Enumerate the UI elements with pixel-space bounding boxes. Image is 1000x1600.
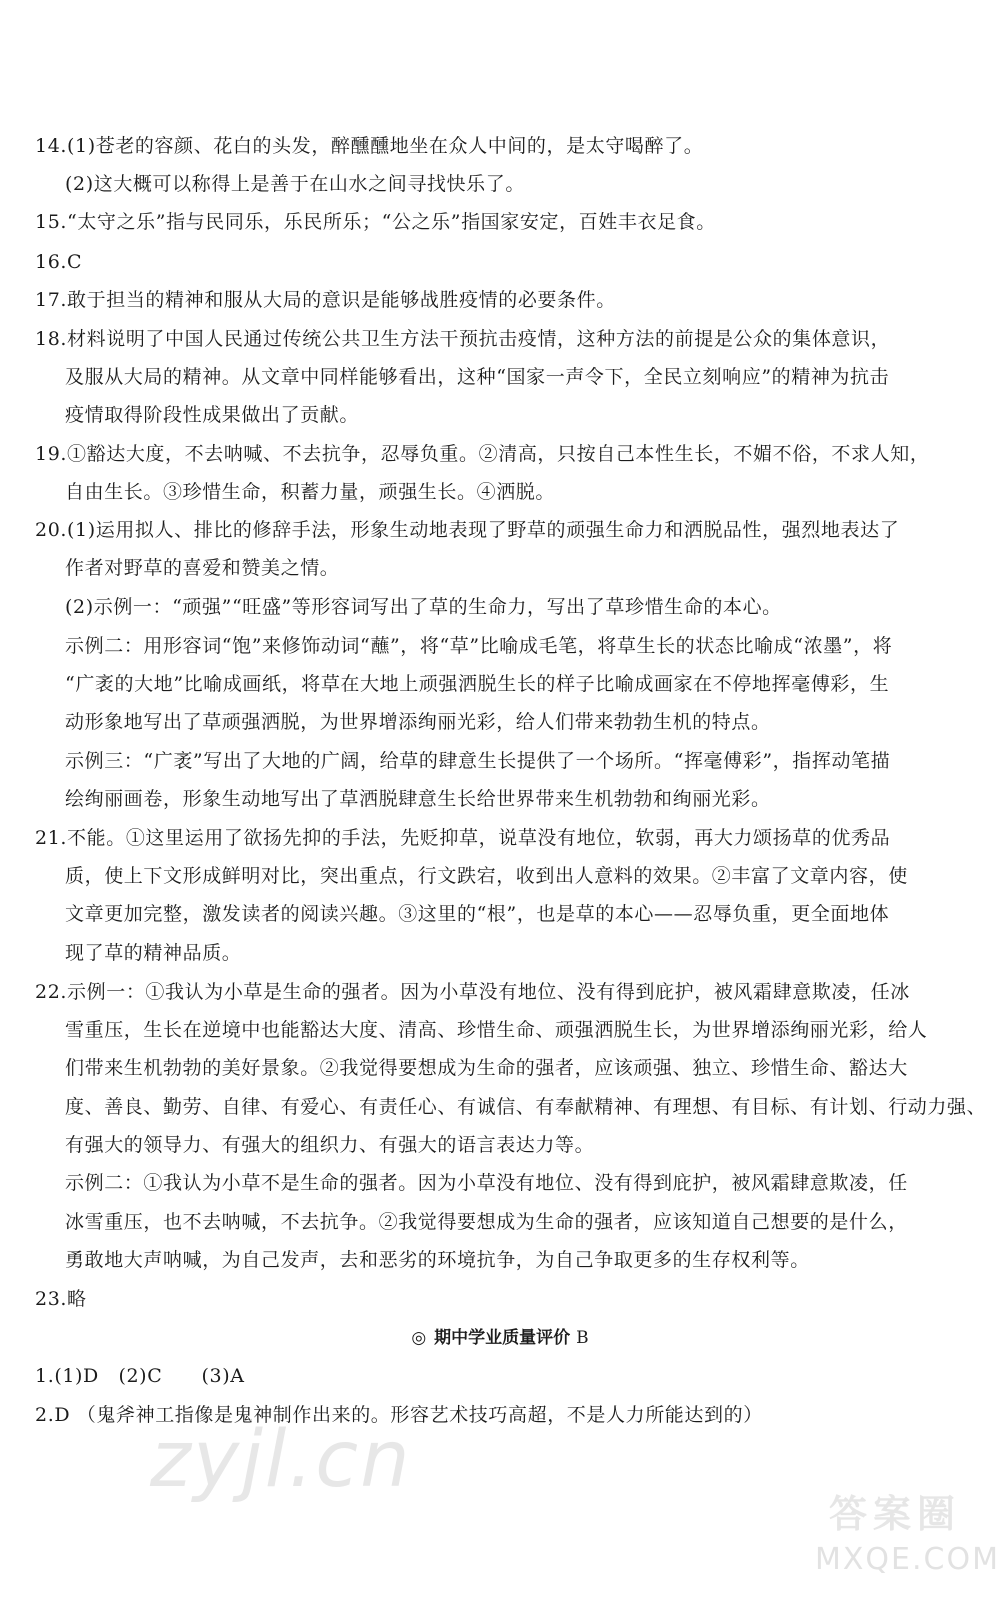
line-18-c: 疫情取得阶段性成果做出了贡献。 (65, 404, 360, 426)
line-22-f: 示例二：①我认为小草不是生命的强者。因为小草没有地位、没有得到庇护，被风霜肆意欺凌，任 (65, 1172, 908, 1194)
line-22-g: 冰雪重压，也不去呐喊，不去抗争。②我觉得要想成为生命的强者，应该知道自己想要的是什么， (65, 1211, 908, 1233)
line-22-c: 们带来生机勃勃的美好景象。②我觉得要想成为生命的强者，应该顽强、独立、珍惜生命、豁达大 (65, 1057, 908, 1079)
section-title (0, 1326, 1000, 1350)
line-20-b: 作者对野草的喜爱和赞美之情。 (65, 557, 340, 579)
line-20-c: (2)示例一：“顽强”“旺盛”等形容词写出了草的生命力，写出了草珍惜生命的本心。 (65, 596, 782, 618)
watermark-zyjl: zyjl.cn (150, 1415, 412, 1505)
watermark-mxqe (805, 1480, 1000, 1577)
line-14-2: (2)这大概可以称得上是善于在山水之间寻找快乐了。 (65, 173, 525, 195)
section-symbol: ◎ (411, 1328, 427, 1348)
answer-1: 1.(1)D (2)C (3)A (35, 1365, 245, 1387)
line-22-b: 雪重压，生长在逆境中也能豁达大度、清高、珍惜生命、顽强洒脱生长，为世界增添绚丽光彩，给人 (65, 1019, 928, 1041)
line-15: 15.“太守之乐”指与民同乐，乐民所乐；“公之乐”指国家安定，百姓丰衣足食。 (35, 211, 716, 233)
line-22-d: 度、善良、勤劳、自律、有爱心、有责任心、有诚信、有奉献精神、有理想、有目标、有计划、行动力强、 (65, 1096, 987, 1118)
line-20-h: 绘绚丽画卷，形象生动地写出了草洒脱肆意生长给世界带来生机勃勃和绚丽光彩。 (65, 788, 771, 810)
line-22-e: 有强大的领导力、有强大的组织力、有强大的语言表达力等。 (65, 1134, 595, 1156)
line-22-a: 22.示例一：①我认为小草是生命的强者。因为小草没有地位、没有得到庇护，被风霜肆意欺凌，任冰 (35, 981, 910, 1003)
line-20-d: 示例二：用形容词“饱”来修饰动词“蘸”，将“草”比喻成毛笔，将草生长的状态比喻成“浓墨”，将 (65, 635, 893, 657)
watermark-badge: 答案圈 (828, 1491, 961, 1536)
watermark-url: MXQE.COM (815, 1542, 1000, 1577)
line-21-d: 现了草的精神品质。 (65, 942, 242, 964)
line-20-e: “广袤的大地”比喻成画纸，将草在大地上顽强洒脱生长的样子比喻成画家在不停地挥毫傅彩，生 (65, 673, 890, 695)
line-14-1: 14.(1)苍老的容颜、花白的头发，醉醺醺地坐在众人中间的，是太守喝醉了。 (35, 135, 704, 157)
line-17: 17.敢于担当的精神和服从大局的意识是能够战胜疫情的必要条件。 (35, 289, 616, 311)
section-title-text: 期中学业质量评价 (434, 1328, 571, 1348)
line-21-b: 质，使上下文形成鲜明对比，突出重点，行文跌宕，收到出人意料的效果。②丰富了文章内容，使 (65, 865, 908, 887)
line-18-b: 及服从大局的精神。从文章中同样能够看出，这种“国家一声令下，全民立刻响应”的精神为抗击 (65, 366, 890, 388)
line-19-b: 自由生长。③珍惜生命，积蓄力量，顽强生长。④洒脱。 (65, 481, 556, 503)
line-19-a: 19.①豁达大度，不去呐喊、不去抗争，忍辱负重。②清高，只按自己本性生长，不媚不俗，不求人知， (35, 443, 930, 465)
line-21-a: 21.不能。①这里运用了欲扬先抑的手法，先贬抑草，说草没有地位，软弱，再大力颂扬草的优秀品 (35, 827, 891, 849)
answer-2: 2.D （鬼斧神工指像是鬼神制作出来的。形容艺术技巧高超，不是人力所能达到的） (35, 1404, 763, 1426)
line-21-c: 文章更加完整，激发读者的阅读兴趣。③这里的“根”，也是草的本心——忍辱负重，更全面地体 (65, 903, 890, 925)
line-20-f: 动形象地写出了草顽强洒脱，为世界增添绚丽光彩，给人们带来勃勃生机的特点。 (65, 711, 771, 733)
line-16: 16.C (35, 251, 83, 273)
line-23: 23.略 (35, 1288, 87, 1310)
line-18-a: 18.材料说明了中国人民通过传统公共卫生方法干预抗击疫情，这种方法的前提是公众的集体意识， (35, 328, 891, 350)
section-suffix: B (576, 1328, 589, 1348)
line-20-g: 示例三：“广袤”写出了大地的广阔，给草的肆意生长提供了一个场所。“挥毫傅彩”，指挥动笔描 (65, 750, 891, 772)
line-20-a: 20.(1)运用拟人、排比的修辞手法，形象生动地表现了野草的顽强生命力和洒脱品性，强烈地表达了 (35, 519, 900, 541)
line-22-h: 勇敢地大声呐喊，为自己发声，去和恶劣的环境抗争，为自己争取更多的生存权利等。 (65, 1249, 810, 1271)
